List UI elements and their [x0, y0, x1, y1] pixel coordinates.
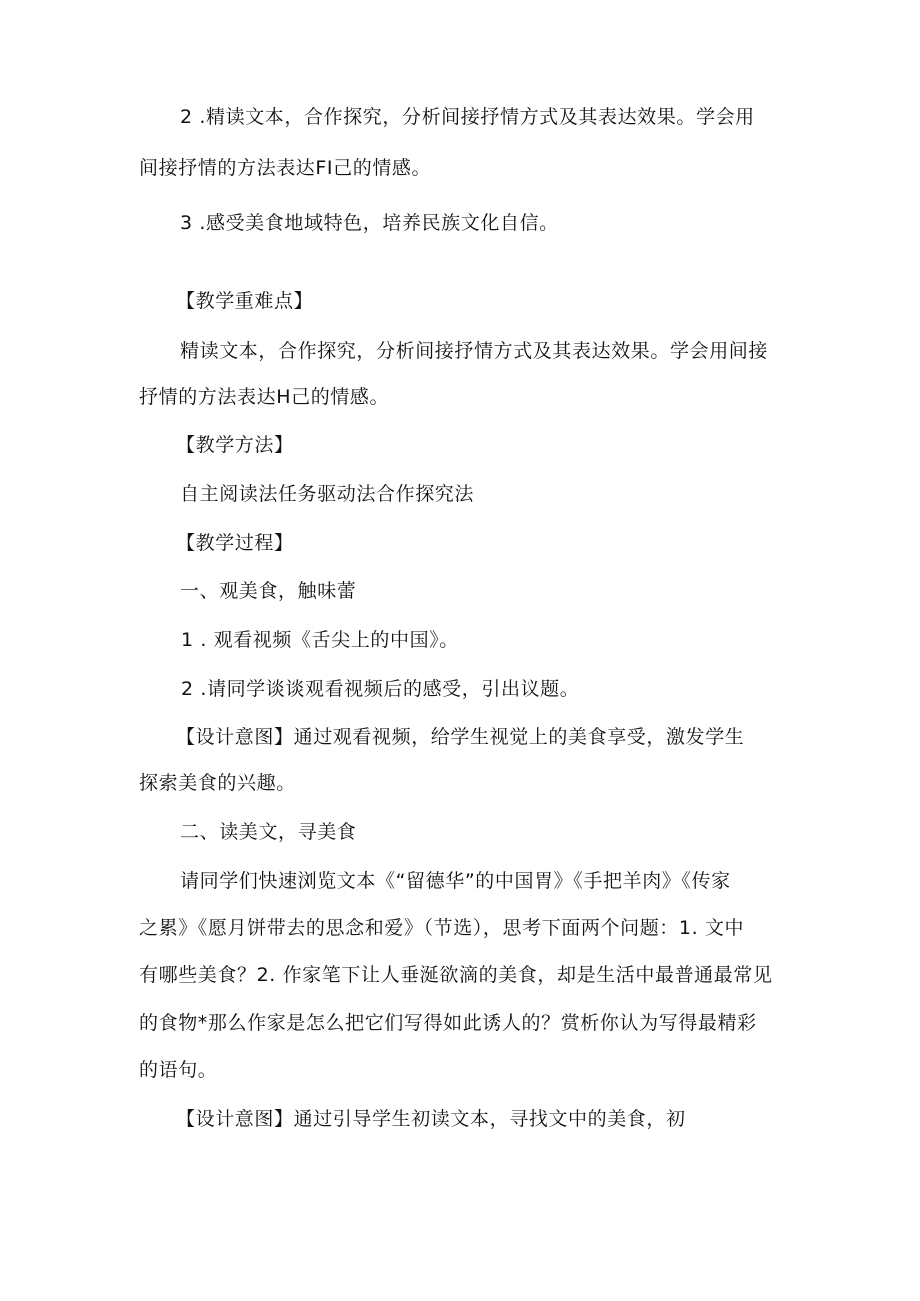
step-2-paragraph-line-3: 有哪些美食？2. 作家笔下让人垂涎欲滴的美食，却是生活中最普通最常见: [139, 964, 773, 986]
step-2-paragraph-line-5: 的语句。: [139, 1059, 218, 1081]
process-step-1-item-1: 1 . 观看视频《舌尖上的中国》。: [181, 629, 459, 651]
objective-2-line-1: 2 .精读文本，合作探究，分析间接抒情方式及其表达效果。学会用: [180, 106, 755, 128]
methods-text: 自主阅读法任务驱动法合作探究法: [180, 483, 475, 505]
design-intent-2-line-1: 【设计意图】通过引导学生初读文本，寻找文中的美食，初: [176, 1108, 686, 1130]
objective-2-line-2: 间接抒情的方法表达FI己的情感。: [139, 157, 432, 179]
key-points-line-1: 精读文本，合作探究，分析间接抒情方式及其表达效果。学会用间接: [180, 340, 769, 362]
section-heading-key-points: 【教学重难点】: [176, 290, 314, 312]
step-2-paragraph-line-1: 请同学们快速浏览文本《“留德华”的中国胃》《手把羊肉》《传家: [180, 870, 731, 892]
section-heading-methods: 【教学方法】: [176, 434, 294, 456]
key-points-line-2: 抒情的方法表达H己的情感。: [139, 386, 390, 408]
section-heading-process: 【教学过程】: [176, 532, 294, 554]
process-step-1-item-2: 2 .请同学谈谈观看视频后的感受，引出议题。: [181, 678, 580, 700]
step-2-paragraph-line-2: 之累》《愿月饼带去的思念和爱》（节选），思考下面两个问题：1. 文中: [139, 917, 745, 939]
process-step-2-heading: 二、读美文，寻美食: [180, 821, 357, 843]
design-intent-1-line-1: 【设计意图】通过观看视频，给学生视觉上的美食享受，激发学生: [176, 726, 745, 748]
step-2-paragraph-line-4: 的食物*那么作家是怎么把它们写得如此诱人的？赏析你认为写得最精彩: [139, 1012, 757, 1034]
process-step-1-heading: 一、观美食，触味蕾: [180, 580, 357, 602]
objective-3: 3 .感受美食地域特色，培养民族文化自信。: [180, 212, 559, 234]
design-intent-1-line-2: 探索美食的兴趣。: [139, 772, 296, 794]
